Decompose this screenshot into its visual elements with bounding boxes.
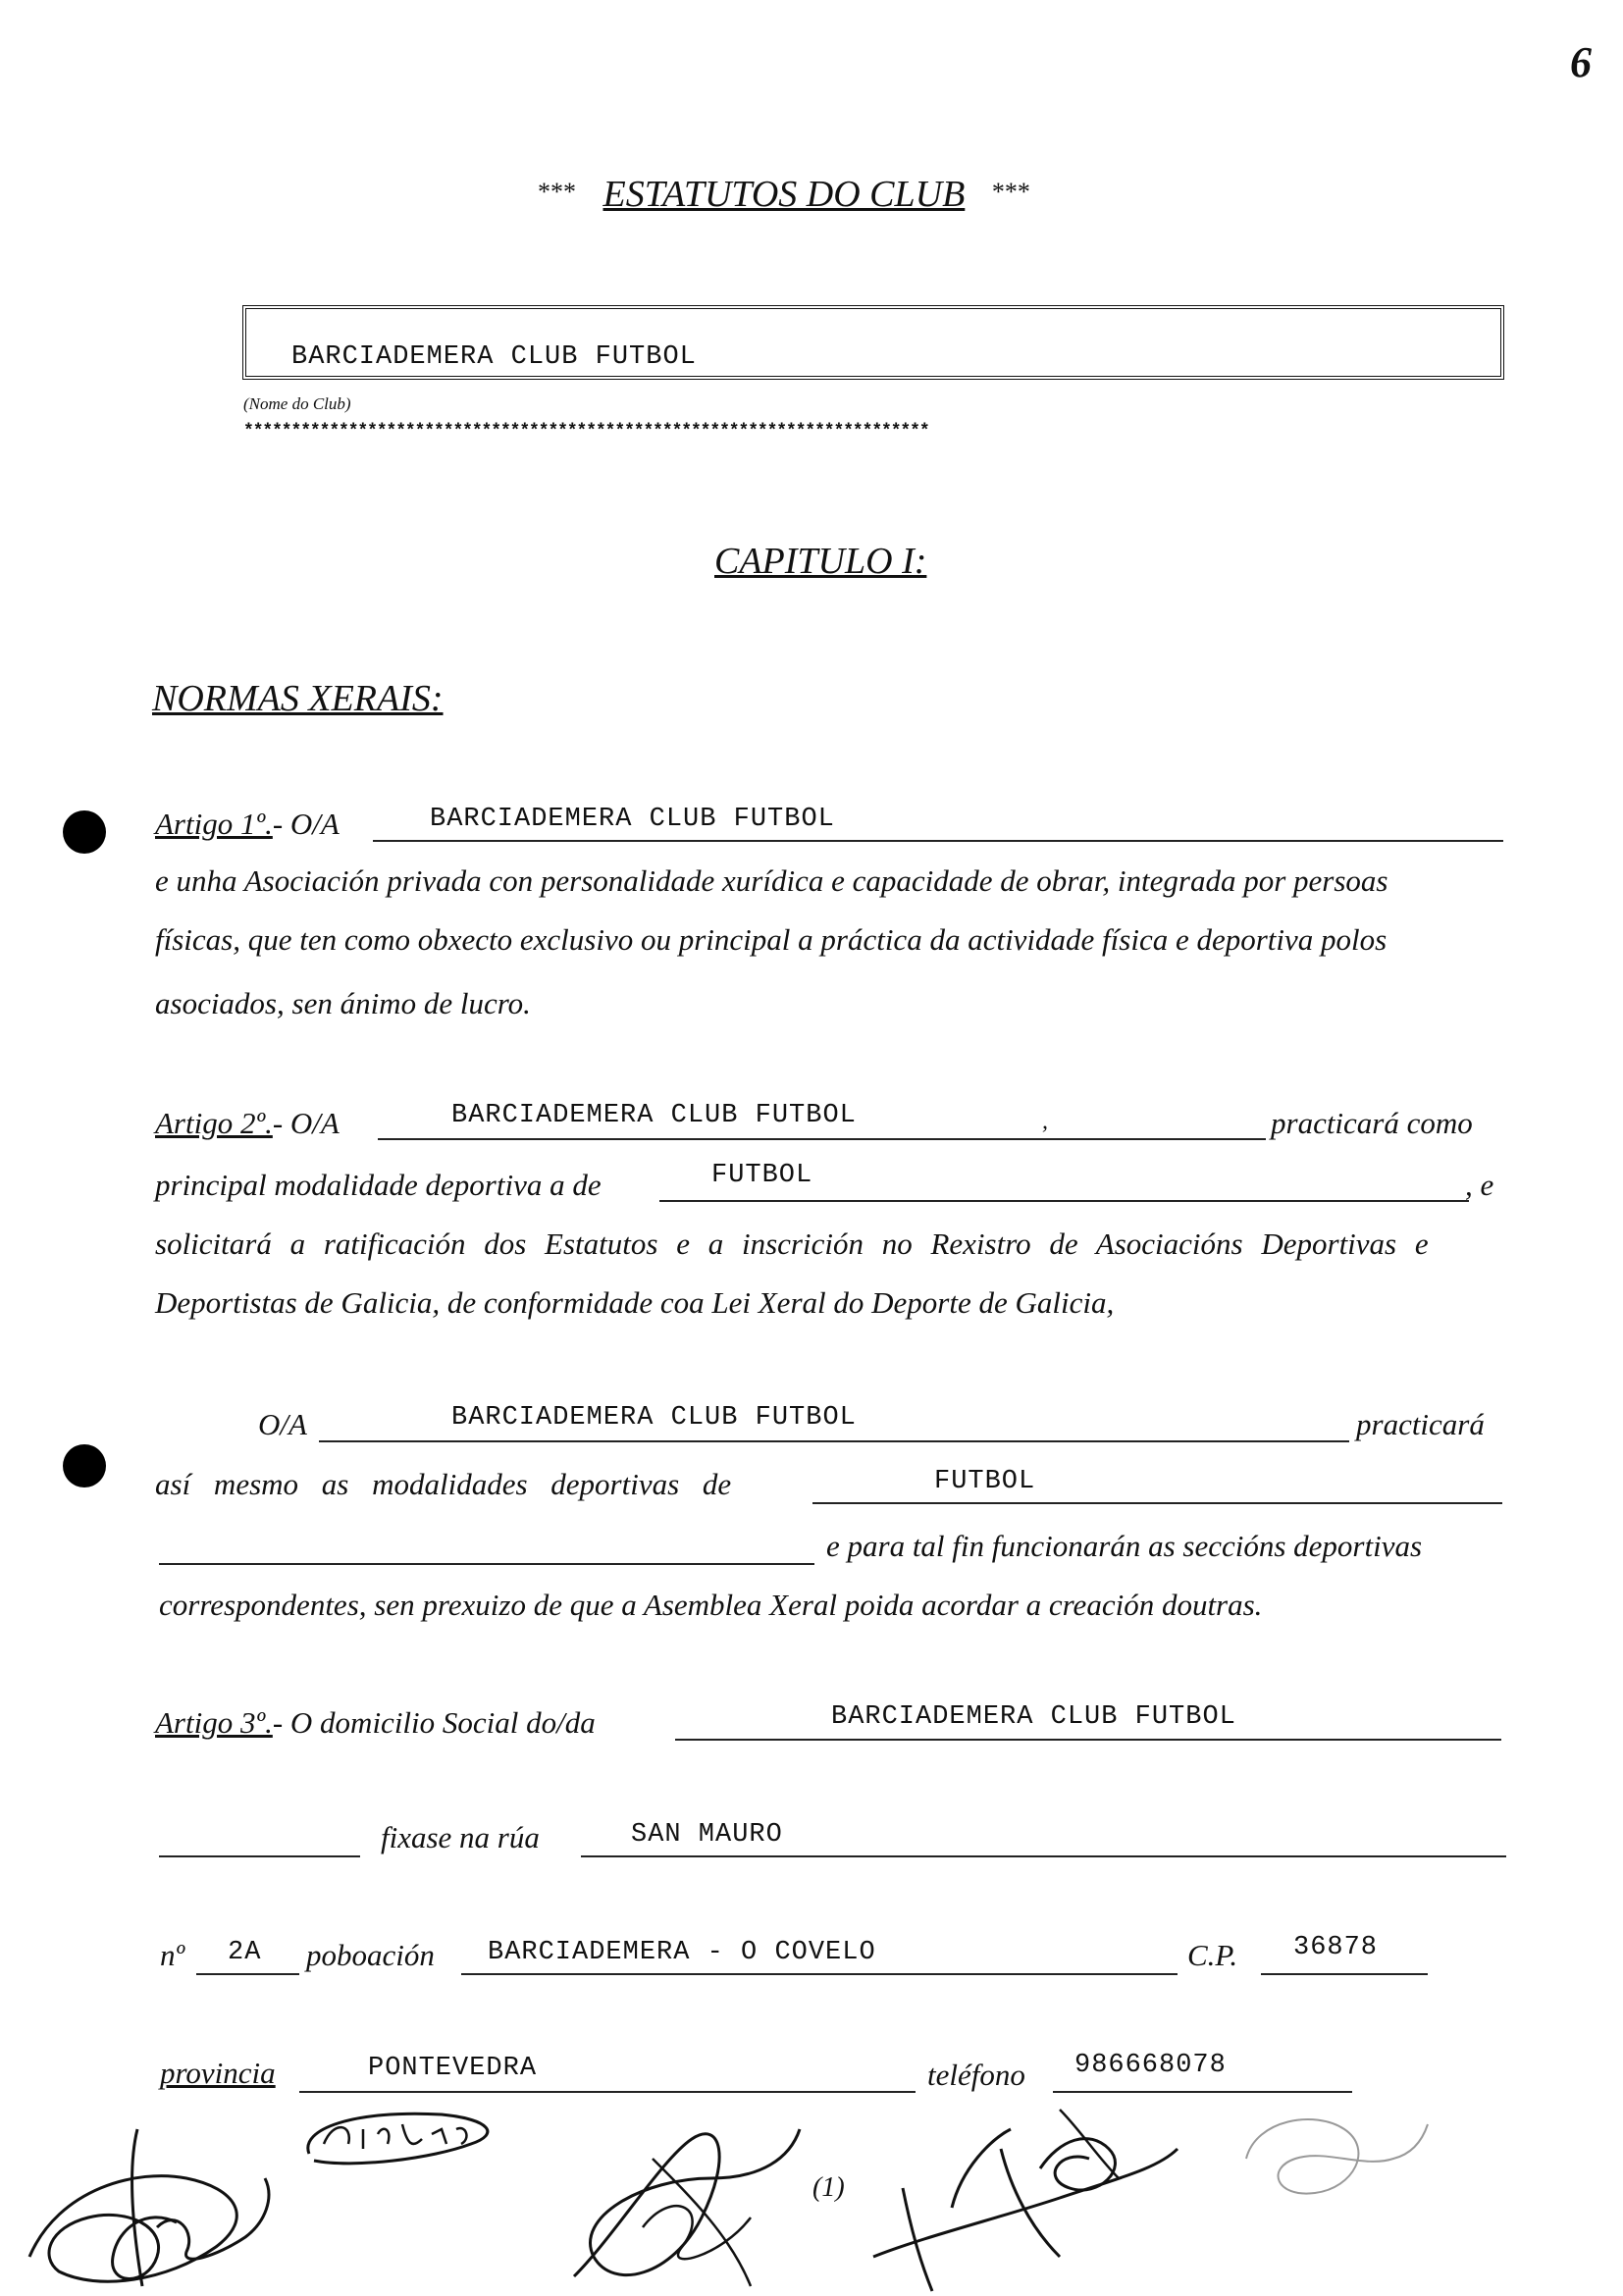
art3-no: 2A <box>228 1938 262 1967</box>
bullet-dot <box>63 810 106 854</box>
art1-text-line-2: físicas, que ten como obxecto exclusivo ou principal a práctica da actividade física e deportiva polos <box>155 922 1387 957</box>
title-stars-left: *** <box>538 178 576 206</box>
art3-label-line <box>155 1705 596 1741</box>
art2-practicara-como: practicará como <box>1271 1106 1473 1140</box>
club-name-caption: (Nome do Club) <box>243 394 351 413</box>
document-title <box>538 173 1030 216</box>
art1-label-line <box>155 807 340 842</box>
art3-provincia: PONTEVEDRA <box>368 2054 538 2083</box>
para3-e-para: e para tal fin funcionarán as seccións deportivas <box>826 1529 1423 1563</box>
art3-poboacion-line <box>461 1973 1178 1975</box>
art2-text-line-1: solicitará a ratificación dos Estatutos e a inscrición no Rexistro de Asociacións Deportivas e <box>155 1226 1429 1261</box>
art2-label-line <box>155 1106 340 1141</box>
art2-text-line-2: Deportistas de Galicia, de conformidade coa Lei Xeral do Deporte de Galicia, <box>155 1285 1115 1320</box>
art2-comma: , <box>1042 1109 1048 1134</box>
para3-oa: O/A <box>258 1407 307 1441</box>
art2-sport: FUTBOL <box>711 1161 813 1190</box>
art3-poboacion: BARCIADEMERA - O COVELO <box>488 1938 876 1967</box>
footnote-marker: (1) <box>812 2172 845 2203</box>
signature-1 <box>20 2110 285 2296</box>
art2-comma-e: , e <box>1465 1168 1494 1202</box>
art2-label: Artigo 2º. <box>155 1106 273 1140</box>
para3-club-name: BARCIADEMERA CLUB FUTBOL <box>451 1403 857 1433</box>
art3-street-line <box>581 1855 1506 1857</box>
art2-club-name: BARCIADEMERA CLUB FUTBOL <box>451 1101 857 1130</box>
art3-no-line <box>196 1973 299 1975</box>
art1-text-line-1: e unha Asociación privada con personalidade xurídica e capacidade de obrar, integrada por persoas <box>155 863 1388 898</box>
chapter-heading: CAPITULO I: <box>714 541 927 582</box>
club-name: BARCIADEMERA CLUB FUTBOL <box>291 342 697 372</box>
signature-stamp-constantino <box>294 2100 510 2178</box>
art3-telefono-label: teléfono <box>927 2058 1025 2092</box>
art2-principal-prefix: principal modalidade deportiva a de <box>155 1168 602 1202</box>
art3-label: Artigo 3º. <box>155 1705 273 1740</box>
art3-fixase: fixase na rúa <box>381 1820 540 1854</box>
art2-dash: - O/A <box>272 1106 340 1140</box>
art3-club-name: BARCIADEMERA CLUB FUTBOL <box>831 1702 1236 1732</box>
para3-last-line: correspondentes, sen prexuizo de que a Asemblea Xeral poida acordar a creación doutras. <box>159 1588 1263 1622</box>
para3-club-line <box>319 1440 1349 1442</box>
club-name-box <box>242 305 1504 380</box>
art3-street: SAN MAURO <box>631 1820 783 1850</box>
art1-label: Artigo 1º. <box>155 807 273 841</box>
art3-provincia-line <box>299 2091 916 2093</box>
art3-cp-label: C.P. <box>1187 1938 1238 1972</box>
art3-prefix: - O domicilio Social do/da <box>272 1705 596 1740</box>
art1-dash: - O/A <box>272 807 340 841</box>
art2-sport-line <box>659 1200 1469 1202</box>
art3-blank-line <box>159 1855 360 1857</box>
art3-no-label: nº <box>160 1938 185 1972</box>
signature-3 <box>864 2090 1187 2295</box>
signature-4-faint <box>1236 2100 1433 2218</box>
art1-text-line-3: asociados, sen ánimo de lucro. <box>155 986 531 1020</box>
signature-2 <box>554 2100 819 2295</box>
art2-club-line <box>378 1138 1266 1140</box>
para3-asi-mesmo: así mesmo as modalidades deportivas de <box>155 1467 732 1501</box>
para3-blank-line <box>159 1563 814 1565</box>
page-number: 6 <box>1570 38 1592 86</box>
title-stars-right: *** <box>991 178 1030 206</box>
title-text: ESTATUTOS DO CLUB <box>602 174 966 215</box>
art3-telefono: 986668078 <box>1074 2051 1227 2080</box>
art3-poboacion-label: poboación <box>306 1938 435 1972</box>
art3-provincia-label: provincia <box>160 2056 276 2090</box>
section-heading: NORMAS XERAIS: <box>152 678 444 719</box>
art1-club-name: BARCIADEMERA CLUB FUTBOL <box>430 805 835 834</box>
para3-practicara: practicará <box>1356 1407 1485 1441</box>
star-separator: ************************************************************************ <box>243 422 929 442</box>
bullet-dot <box>63 1444 106 1487</box>
art3-cp-line <box>1261 1973 1428 1975</box>
para3-sport-line <box>812 1502 1502 1504</box>
art3-club-line <box>675 1739 1501 1741</box>
art3-cp: 36878 <box>1293 1933 1379 1962</box>
art1-club-line <box>373 840 1503 842</box>
para3-sport: FUTBOL <box>934 1467 1036 1496</box>
